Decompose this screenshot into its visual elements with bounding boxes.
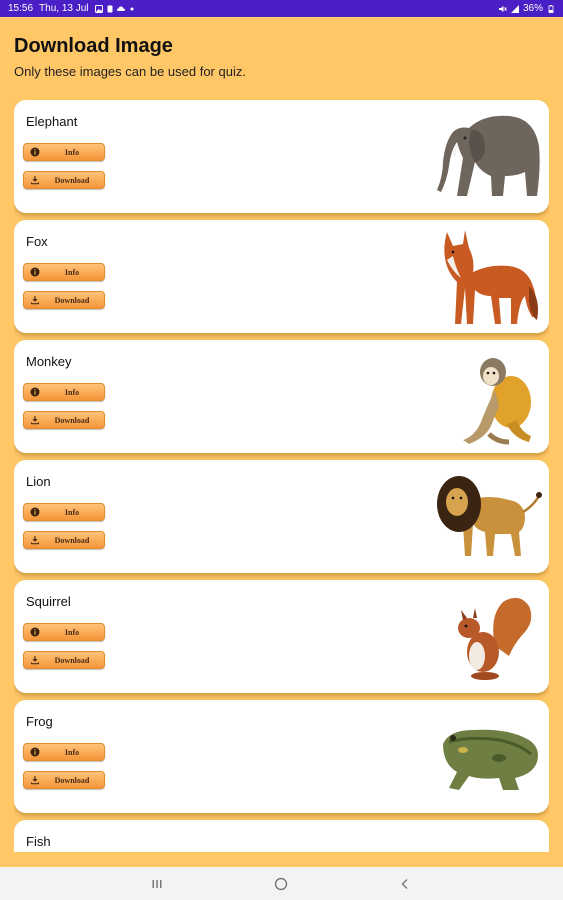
download-button-label: Download — [54, 175, 90, 185]
download-button[interactable] — [23, 651, 105, 669]
info-icon — [30, 267, 40, 277]
mute-icon — [499, 5, 507, 13]
animal-name: Squirrel — [26, 594, 71, 609]
download-button[interactable] — [23, 291, 105, 309]
status-time: 15:56 — [8, 3, 34, 14]
download-button[interactable] — [23, 771, 105, 789]
download-button-label: Download — [54, 655, 90, 665]
info-button[interactable] — [23, 623, 105, 641]
animal-card-squirrel — [14, 580, 549, 693]
status-date: Thu, 13 Jul — [39, 3, 89, 14]
elephant-image — [429, 106, 545, 206]
phone-icon — [106, 5, 114, 13]
frog-image — [429, 706, 545, 806]
dot-icon — [128, 5, 136, 13]
animal-card-elephant — [14, 100, 549, 213]
download-icon — [30, 535, 40, 545]
info-icon — [30, 507, 40, 517]
animal-card-lion — [14, 460, 549, 573]
download-icon — [30, 415, 40, 425]
animal-name: Fox — [26, 234, 48, 249]
back-icon — [399, 878, 411, 890]
notification-icons — [95, 5, 136, 13]
animal-card-fish — [14, 820, 549, 852]
navigation-bar — [0, 867, 563, 900]
download-button[interactable] — [23, 171, 105, 189]
info-button[interactable] — [23, 743, 105, 761]
animal-card-monkey — [14, 340, 549, 453]
download-icon — [30, 655, 40, 665]
download-icon — [30, 175, 40, 185]
animal-name: Lion — [26, 474, 51, 489]
info-button-label: Info — [64, 747, 80, 757]
back-button[interactable] — [396, 875, 414, 893]
info-icon — [30, 627, 40, 637]
cloud-icon — [117, 5, 125, 13]
download-button-label: Download — [54, 535, 90, 545]
page-title: Download Image — [14, 35, 173, 57]
info-button[interactable] — [23, 263, 105, 281]
recents-button[interactable] — [148, 875, 166, 893]
signal-icon — [511, 5, 519, 13]
info-button-label: Info — [64, 507, 80, 517]
lion-image — [429, 466, 545, 566]
gallery-icon — [95, 5, 103, 13]
recents-icon — [151, 878, 163, 890]
squirrel-image — [429, 586, 545, 686]
animal-name: Monkey — [26, 354, 72, 369]
page-subtitle: Only these images can be used for quiz. — [14, 64, 246, 79]
battery-percent: 36% — [522, 3, 543, 14]
fox-image — [429, 226, 545, 326]
animal-card-fox — [14, 220, 549, 333]
info-icon — [30, 387, 40, 397]
download-button-label: Download — [54, 295, 90, 305]
battery-icon — [547, 5, 555, 13]
info-button[interactable] — [23, 383, 105, 401]
animal-list[interactable] — [14, 100, 549, 852]
home-button[interactable] — [272, 875, 290, 893]
download-button[interactable] — [23, 531, 105, 549]
animal-name: Elephant — [26, 114, 78, 129]
info-button[interactable] — [23, 143, 105, 161]
status-bar — [0, 0, 563, 17]
info-button-label: Info — [64, 147, 80, 157]
info-button-label: Info — [64, 267, 80, 277]
info-button-label: Info — [64, 387, 80, 397]
animal-name: Fish — [26, 834, 51, 849]
download-button-label: Download — [54, 775, 90, 785]
download-button[interactable] — [23, 411, 105, 429]
info-icon — [30, 747, 40, 757]
animal-name: Frog — [26, 714, 53, 729]
monkey-image — [429, 346, 545, 446]
info-button-label: Info — [64, 627, 80, 637]
home-icon — [274, 877, 288, 891]
download-icon — [30, 295, 40, 305]
info-button[interactable] — [23, 503, 105, 521]
download-button-label: Download — [54, 415, 90, 425]
animal-card-frog — [14, 700, 549, 813]
info-icon — [30, 147, 40, 157]
download-icon — [30, 775, 40, 785]
